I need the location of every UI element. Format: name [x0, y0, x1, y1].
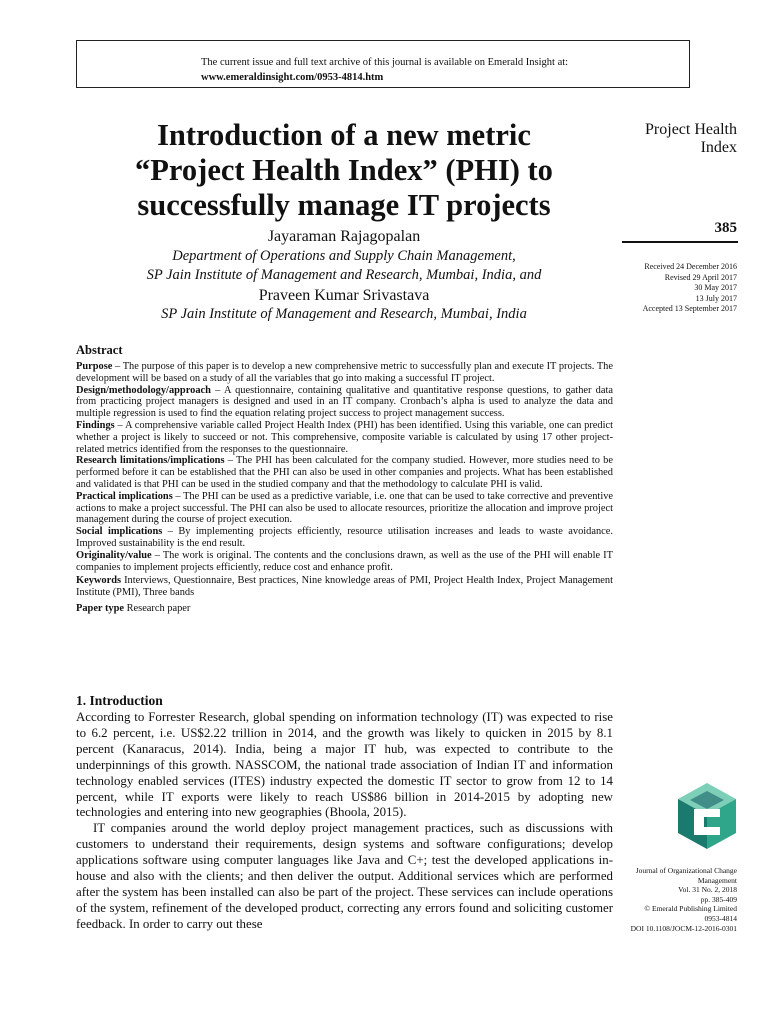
journal-url-link[interactable]: www.emeraldinsight.com/0953-4814.htm	[201, 72, 384, 83]
abstract-text: – A questionnaire, containing qualitative and quantitative response questions, to gather data from practicing project managers is designed and used in an IT company. Cronbach’s alpha is used to analyze the data and multiple regression is used to find the equation relating project success to project management success.	[76, 384, 613, 420]
abstract-practical	[76, 491, 613, 526]
running-head-line: Index	[700, 139, 737, 156]
author-name: Jayaraman Rajagopalan	[267, 228, 421, 245]
keywords-text: Interviews, Questionnaire, Best practices, Nine knowledge areas of PMI, Project Health Index, Project Management Institute (PMI), Three bands	[76, 575, 613, 599]
abstract-limitations	[76, 455, 613, 490]
abstract-label: Purpose	[76, 361, 113, 372]
abstract-text: – The work is original. The contents and the conclusions drawn, as well as the use of the PHI will enable IT companies to implement projects efficiently, reduce cost and enhance profit.	[76, 549, 613, 573]
abstract-design	[76, 385, 613, 420]
author-affiliation: Department of Operations and Supply Chain Management,	[172, 247, 516, 264]
body-paragraph: IT companies around the world deploy project management practices, such as discussions with customers to understand their requirements, design systems and software configurations; develop applications software using computer languages like Java and C+; test the developed applications in-house and also with the clients; and then deliver the output. Additional services which are performed after the system has been installed can also be part of the project. These services can include operations of the system, refinement of the developed product, correcting any errors found and soliciting customer feedback. In order to carry out these	[76, 821, 613, 931]
abstract-label: Social implications	[76, 526, 163, 538]
author-name: Praveen Kumar Srivastava	[258, 286, 430, 304]
section-heading: 1. Introduction	[76, 693, 163, 708]
title-line: successfully manage IT projects	[137, 188, 551, 222]
abstract-heading: Abstract	[76, 343, 123, 357]
journal-info-line: © Emerald Publishing Limited	[644, 904, 737, 914]
publisher-logo-icon	[676, 781, 738, 851]
doi-link[interactable]: DOI 10.1108/JOCM-12-2016-0301	[630, 923, 737, 933]
journal-info-line: Vol. 31 No. 2, 2018	[678, 885, 737, 895]
abstract-text: – The purpose of this paper is to develop a new comprehensive metric to successfully plan and execute IT projects. The development will be based on a study of all the variables that go into making a successful IT project.	[76, 361, 613, 384]
paper-type	[76, 603, 613, 615]
running-head-line: Project Health	[645, 121, 737, 138]
abstract-section	[76, 342, 613, 615]
abstract-text: – A comprehensive variable called Project Health Index (PHI) has been identified. Using this variable, one can predict whether a project is likely to succeed or not. This comprehensive, composite variable is calculated by using 17 other project-related metrics identified from the responses to the questionnaire.	[76, 419, 613, 455]
journal-info-line: pp. 385-409	[700, 894, 737, 904]
abstract-originality	[76, 550, 613, 574]
paper-type-text: Research paper	[124, 602, 191, 614]
keywords-label: Keywords	[76, 575, 122, 587]
abstract-text: – By implementing projects efficiently, resource utilisation increases and leads to waste avoidance. Improved sustainability is the end result.	[76, 526, 613, 549]
date-line: 30 May 2017	[694, 283, 737, 292]
running-head	[577, 121, 737, 157]
author-block	[76, 227, 612, 325]
abstract-label: Research limitations/implications	[76, 455, 225, 467]
abstract-social	[76, 526, 613, 550]
journal-availability-notice	[76, 40, 690, 88]
article-history-dates	[597, 262, 737, 315]
abstract-purpose	[76, 361, 613, 385]
abstract-text: – The PHI can be used as a predictive variable, i.e. one that can be used to take corrective and preventive actions to make a project successful. The PHI can also be used to allocate resources, prioritize the allocation and improve project management during the course of project execution.	[76, 490, 614, 526]
date-line: Revised 29 April 2017	[664, 272, 737, 282]
author-affiliation: SP Jain Institute of Management and Research, Mumbai, India, and	[146, 267, 542, 283]
author-affiliation: SP Jain Institute of Management and Research, Mumbai, India	[161, 306, 527, 322]
journal-info-line: Journal of Organizational Change	[635, 866, 737, 875]
margin-divider	[622, 241, 738, 243]
introduction-section	[76, 692, 613, 933]
title-line: “Project Health Index” (PHI) to	[135, 153, 553, 187]
date-line: 13 July 2017	[695, 293, 737, 303]
journal-info-line: 0953-4814	[704, 913, 737, 923]
page-number: 385	[714, 220, 737, 236]
abstract-text: – The PHI has been calculated for the company studied. However, more studies need to be performed before it can be established that the PHI can also be used in other companies and projects. What has been established and validated is that PHI can be used in the studied company and that the methodology to calculate PHI is valid.	[76, 455, 613, 490]
keywords	[76, 575, 613, 599]
notice-text: The current issue and full text archive of this journal is available on Emerald Insight at:	[201, 57, 569, 68]
abstract-findings	[76, 420, 613, 455]
date-line: Received 24 December 2016	[644, 262, 737, 271]
date-line: Accepted 13 September 2017	[642, 304, 737, 313]
paper-type-label: Paper type	[76, 602, 125, 614]
abstract-label: Design/methodology/approach	[76, 384, 211, 396]
body-paragraph: According to Forrester Research, global spending on information technology (IT) was expected to rise to 6.2 percent, i.e. US$2.22 trillion in 2014, and the growth was likely to quicken in 2015 by 8.1 percent (Kanaracus, 2014). India, being a major IT hub, was expected to contribute to the underpinnings of this growth. NASSCOM, the national trade association of Indian IT and information technology enabled services (ITES) industry expected the domestic IT sector to grow from 12 to 14 percent, while IT exports were likely to reach US$86 billion in 2014-2015 by adopting new technologies and entering into new geographies (Bhoola, 2015).	[76, 710, 613, 820]
abstract-label: Practical implications	[76, 490, 173, 502]
journal-info-line: Management	[697, 875, 737, 885]
abstract-label: Originality/value	[76, 549, 152, 561]
abstract-label: Findings	[76, 419, 115, 431]
paper-title	[76, 118, 612, 223]
journal-citation-info	[597, 866, 737, 933]
title-line: Introduction of a new metric	[157, 118, 531, 152]
